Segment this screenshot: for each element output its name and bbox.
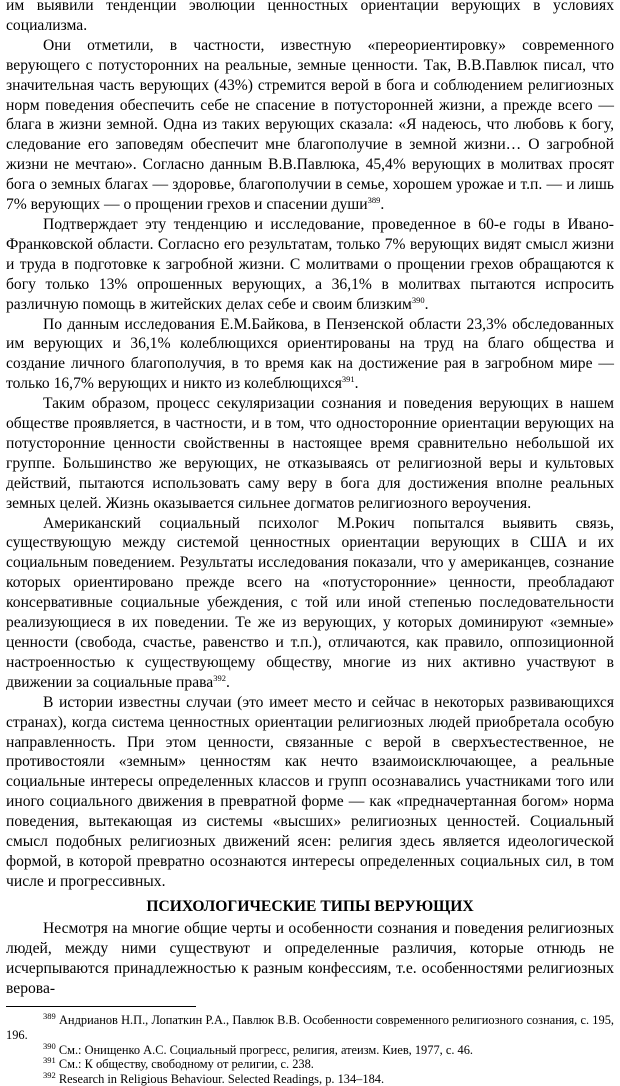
paragraph-2: Они отметили, в частности, известную «переориентировку» современного верующего с потусторонних на реальные, земные ценности. Так, В.В.Павлюк писал, что значительная часть верующих (43%) стремится верой в бога и соблюдением религиозных норм поведения обеспечить себе не спасение в потусторонней жизни, а прежде всего — блага в жизни земной. Одна из таких верующих сказала: «Я надеюсь, что любовь к богу, следование его заповедям обеспечит мне благополучие в земной жизни… О загробной жизни не мечтаю». Согласно данным В.В.Павлюка, 45,4% верующих в молитвах просят бога о земных благах — здоровье, благополучии в семье, хорошем урожае и т.п. — и лишь 7% верующих — о прощении грехов и спасении души$^{389}$.	[6, 36, 614, 214]
footnote-ref-389[interactable]: 389	[367, 194, 381, 205]
paragraph-3: Подтверждает эту тенденцию и исследование, проведенное в 60-е годы в Ивано-Франковской области. Согласно его результатам, только 7% верующих видят смысл жизни и труда в подготовке к загробной жизни. С молитвами о прощении грехов обращаются к богу только 13% опрошенных верующих, а 36,1% в молитвах пытаются испросить различную помощь в житейских делах себе и своим близким$^{390}$.	[6, 215, 614, 313]
paragraph-7: В истории известны случаи (это имеет место и сейчас в некоторых развивающихся странах), когда система ценностных ориентации религиозных людей приобретала особую направленность. При этом ценности, связанные с верой в сверхъестественное, не противостояли «земным» ценностям как нечто взаимоисключающее, а реальные социальные интересы определенных классов и групп осознавались участниками того или иного социального движения в превратной форме — как «предначертанная богом» норма поведения, вытекающая из системы «высших» религиозных ценностей. Социальный смысл подобных религиозных движений ясен: религия здесь является идеологической формой, в которой превратно осознаются интересы определенных социальных сил, в том числе и прогрессивных.	[6, 693, 614, 890]
footnote-ref-390[interactable]: 390	[411, 294, 425, 305]
footnote-389: $^{389}$ Андрианов Н.П., Лопаткин Р.А., Павлюк В.В. Особенности современного религиозного сознания, с. 195, 196.	[6, 1011, 614, 1042]
footnote-391: $^{391}$ См.: К обществу, свободному от религии, с. 238.	[43, 1055, 314, 1072]
paragraph-8: Несмотря на многие общие черты и особенности сознания и поведения религиозных людей, между ними существуют и определенные различия, которые отнюдь не исчерпываются принадлежностью к разным конфессиям, т.е. особенностями религиозных верова-	[6, 919, 614, 997]
paragraph-5: Таким образом, процесс секуляризации сознания и поведения верующих в нашем обществе проявляется, в частности, и в том, что односторонние ориентации верующих на потусторонние ценности свойственны в настоящее время сравнительно небольшой их группе. Большинство же верующих, не отказываясь от религиозной веры и культовых действий, пытаются использовать саму веру в бога для достижения вполне реальных земных целей. Жизнь оказывается сильнее догматов религиозного вероучения.	[6, 395, 614, 512]
paragraph-4: По данным исследования Е.М.Байкова, в Пензенской области 23,3% обследованных им верующих и 36,1% колеблющихся ориентированы на труд на благо общества и создание личного благополучия, в то время как на достижение рая в загробном мире — только 16,7% верующих и никто из колеблющихся$^{391}$.	[6, 315, 614, 393]
footnote-divider	[6, 1006, 196, 1007]
footnote-ref-392[interactable]: 392	[213, 672, 226, 683]
footnote-392: $^{392}$ Research in Religious Behaviour. Selected Readings, p. 134–184.	[43, 1069, 385, 1086]
footnote-390: $^{390}$ См.: Онищенко А.С. Социальный прогресс, религия, атеизм. Киев, 1977, с. 46.	[43, 1040, 474, 1057]
footnote-ref-391[interactable]: 391	[341, 374, 355, 385]
main-text	[6, 0, 614, 998]
paragraph-6: Американский социальный психолог М.Рокич попытался выявить связь, существующую между системой ценностных ориентации верующих в США и их социальным поведением. Результаты исследования показали, что у американцев, сознание которых ориентировано прежде всего на «потусторонние» ценности, преобладают консервативные социальные убеждения, с той или иной степенью последовательности реализующиеся в их поведении. Те же из верующих, у которых доминируют «земные» ценности (свобода, счастье, равенство и т.п.), отличаются, как правило, оппозиционной настроенностью к существующему обществу, многие из них активно участвуют в движении за социальные права$^{392}$.	[6, 514, 614, 691]
footnotes	[6, 1013, 614, 1086]
paragraph-1: им выявили тенденции эволюции ценностных ориентации верующих в условиях социализма.	[6, 0, 614, 34]
section-heading: ПСИХОЛОГИЧЕСКИЕ ТИПЫ ВЕРУЮЩИХ	[146, 897, 474, 915]
